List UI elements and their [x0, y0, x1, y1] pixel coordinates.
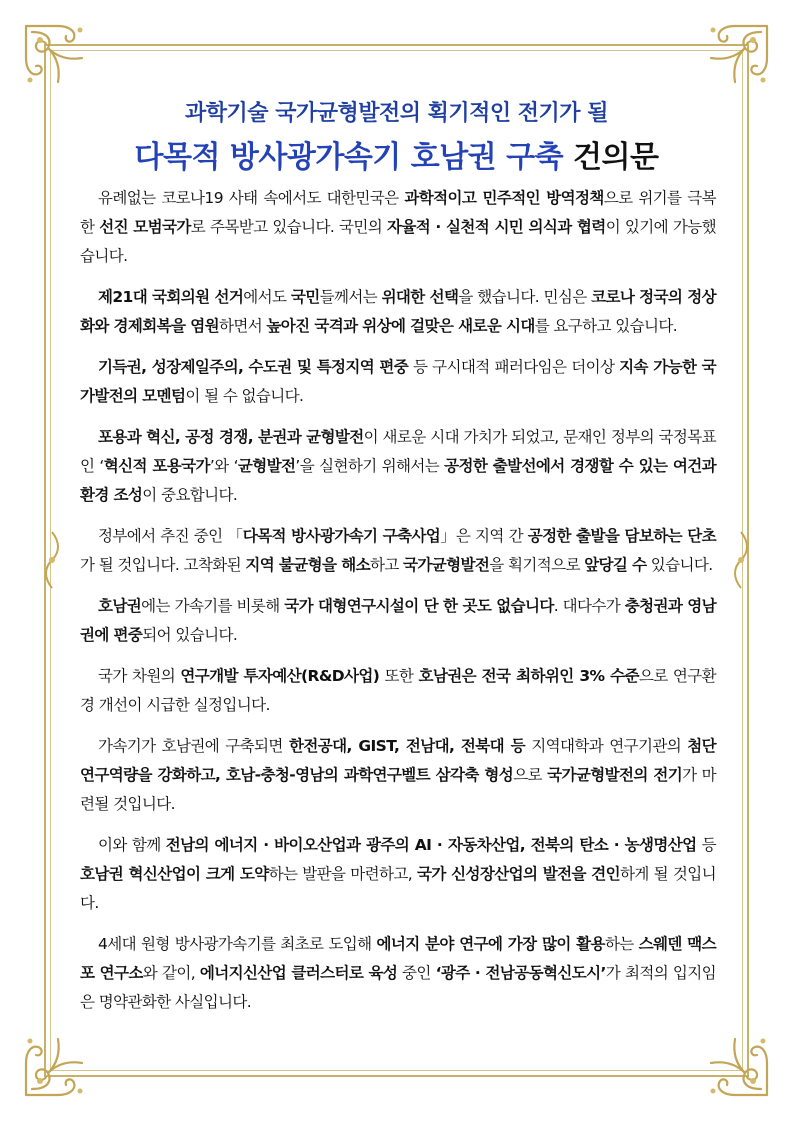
corner-flourish-icon	[18, 18, 108, 108]
paragraph-text: 정부에서 추진 중인 「	[98, 527, 243, 545]
emphasis-text: 국가균형발전의 전기	[547, 766, 683, 784]
document-title-highlight: 다목적 방사광가속기 호남권 구축	[134, 140, 564, 175]
emphasis-text: 지속 가능한 국가발전의 모멘텀	[80, 358, 716, 405]
paragraph-text: 하는	[604, 935, 639, 953]
emphasis-text: 국민	[290, 288, 320, 306]
document-body	[80, 184, 716, 1029]
emphasis-text: 국가 대형연구시설이 단 한 곳도 없습니다	[284, 597, 554, 615]
paragraph-text: 이 새로운 시대 가치가 되었고, 문재인 정부의 국정목표인 ‘	[80, 428, 717, 475]
corner-flourish-icon	[685, 18, 775, 108]
paragraph-text: 이 중요합니다.	[142, 486, 238, 504]
emphasis-text: 다목적 방사광가속기 구축사업	[242, 527, 441, 545]
emphasis-text: 기득권, 성장제일주의, 수도권 및 특정지역 편중	[98, 358, 409, 376]
paragraph-text: 」은 지역 간	[440, 527, 528, 545]
emphasis-text: 자율적 · 실천적 시민 의식과 협력	[386, 218, 606, 236]
body-paragraph	[80, 353, 716, 411]
paragraph-text: 으로 위기를 극복한	[80, 189, 716, 236]
emphasis-text: 호남권 혁신산업이 크게 도약	[80, 865, 269, 883]
paragraph-text: 이와 함께	[98, 836, 166, 854]
paragraph-text: . 대다수가	[553, 597, 625, 615]
paragraph-text: 을 했습니다. 민심은	[458, 288, 592, 306]
document-subtitle: 과학기술 국가균형발전의 획기적인 전기가 될	[185, 101, 608, 126]
emphasis-text: 코로나 정국의 정상화와 경제회복을 염원	[80, 288, 716, 335]
body-paragraph	[80, 184, 716, 271]
emphasis-text: 앞당길 수	[584, 556, 647, 574]
emphasis-text: 연구개발 투자예산(R&D사업)	[180, 667, 380, 685]
paragraph-text: 이 있기에 가능했습니다.	[80, 218, 716, 265]
paragraph-text: 하게 될 것입니다.	[80, 865, 716, 912]
paragraph-text: 등 구시대적 패러다임은 더이상	[408, 358, 620, 376]
paragraph-text: 중인	[397, 964, 436, 982]
paragraph-text: 에는 가속기를 비롯해	[141, 597, 285, 615]
body-paragraph	[80, 522, 716, 580]
emphasis-text: 포용과 혁신, 공정 경쟁, 분권과 균형발전	[98, 428, 364, 446]
emphasis-text: 스웨덴 맥스포 연구소	[80, 935, 716, 982]
paragraph-text: 를 요구하고 있습니다.	[534, 317, 678, 335]
body-paragraph	[80, 423, 716, 510]
emphasis-text: 선진 모범국가	[99, 218, 191, 236]
body-paragraph	[80, 662, 716, 720]
emphasis-text: 한전공대, GIST, 전남대, 전북대 등	[288, 737, 526, 755]
paragraph-text: 이 될 수 없습니다.	[185, 387, 304, 405]
document-title	[0, 132, 793, 176]
paragraph-text: 가 마련될 것입니다.	[80, 766, 717, 813]
paragraph-text: 있습니다.	[646, 556, 713, 574]
side-flourish-icon	[731, 530, 751, 590]
emphasis-text: 위대한 선택	[381, 288, 459, 306]
body-paragraph	[80, 592, 716, 650]
body-paragraph	[80, 283, 716, 341]
document-title-suffix: 건의문	[573, 140, 659, 175]
emphasis-text: 국가균형발전	[403, 556, 490, 574]
paragraph-text: ’와 ‘	[209, 457, 238, 475]
paragraph-text: 으로 연구환경 개선이 시급한 실정입니다.	[80, 667, 716, 714]
side-flourish-icon	[42, 530, 62, 590]
emphasis-text: 에너지 분야 연구에 가장 많이 활용	[376, 935, 605, 953]
paragraph-text: 국가 차원의	[98, 667, 181, 685]
emphasis-text: ‘광주 · 전남공동혁신도시’	[435, 964, 606, 982]
paragraph-text: 하고	[369, 556, 404, 574]
emphasis-text: 첨단 연구역량을 강화하고, 호남-충청-영남의 과학연구벨트 삼각축 형성	[80, 737, 716, 784]
emphasis-text: 에너지신산업 클러스터로 육성	[199, 964, 398, 982]
emphasis-text: 호남권은 전국 최하위인 3% 수준	[418, 667, 639, 685]
paragraph-text: 들께서는	[319, 288, 382, 306]
emphasis-text: 전남의 에너지 · 바이오산업과 광주의 AI · 자동차산업, 전북의 탄소 · 농생명산업	[165, 836, 697, 854]
emphasis-text: 공정한 출발을 담보하는 단초	[527, 527, 716, 545]
paragraph-text: 으로	[513, 766, 548, 784]
paragraph-text: 을 획기적으로	[489, 556, 585, 574]
paragraph-text: 하는 발판을 마련하고,	[268, 865, 417, 883]
body-paragraph	[80, 831, 716, 918]
emphasis-text: 국가 신성장산업의 발전을 견인	[416, 865, 620, 883]
paragraph-text: 가속기가 호남권에 구축되면	[98, 737, 289, 755]
paragraph-text: 또한	[379, 667, 419, 685]
emphasis-text: 지역 불균형을 해소	[245, 556, 370, 574]
emphasis-text: 충청권과 영남권에 편중	[80, 597, 716, 644]
emphasis-text: 혁신적 포용국가	[103, 457, 210, 475]
paragraph-text: ’을 실현하기 위해서는	[295, 457, 445, 475]
paragraph-text: 와 같이,	[142, 964, 200, 982]
emphasis-text: 공정한 출발선에서 경쟁할 수 있는 여건과 환경 조성	[80, 457, 716, 504]
body-paragraph	[80, 732, 716, 819]
paragraph-text: 에서도	[243, 288, 291, 306]
paragraph-text: 되어 있습니다.	[142, 626, 238, 644]
emphasis-text: 과학적이고 민주적인 방역정책	[404, 189, 604, 207]
paragraph-text: 로 주목받고 있습니다. 국민의	[190, 218, 387, 236]
emphasis-text: 제21대 국회의원 선거	[98, 288, 244, 306]
paragraph-text: 유례없는 코로나19 사태 속에서도 대한민국은	[98, 189, 405, 207]
paragraph-text: 등	[696, 836, 717, 854]
paragraph-text: 가 최적의 입지임은 명약관화한 사실입니다.	[80, 964, 716, 1011]
paragraph-text: 4세대 원형 방사광가속기를 최초로 도입해	[98, 935, 377, 953]
paragraph-text: 가 될 것입니다. 고착화된	[80, 556, 246, 574]
paragraph-text: 하면서	[218, 317, 267, 335]
emphasis-text: 균형발전	[237, 457, 296, 475]
emphasis-text: 높아진 국격과 위상에 걸맞은 새로운 시대	[266, 317, 535, 335]
paragraph-text: 지역대학과 연구기관의	[525, 737, 688, 755]
emphasis-text: 호남권	[98, 597, 142, 615]
body-paragraph	[80, 930, 716, 1017]
